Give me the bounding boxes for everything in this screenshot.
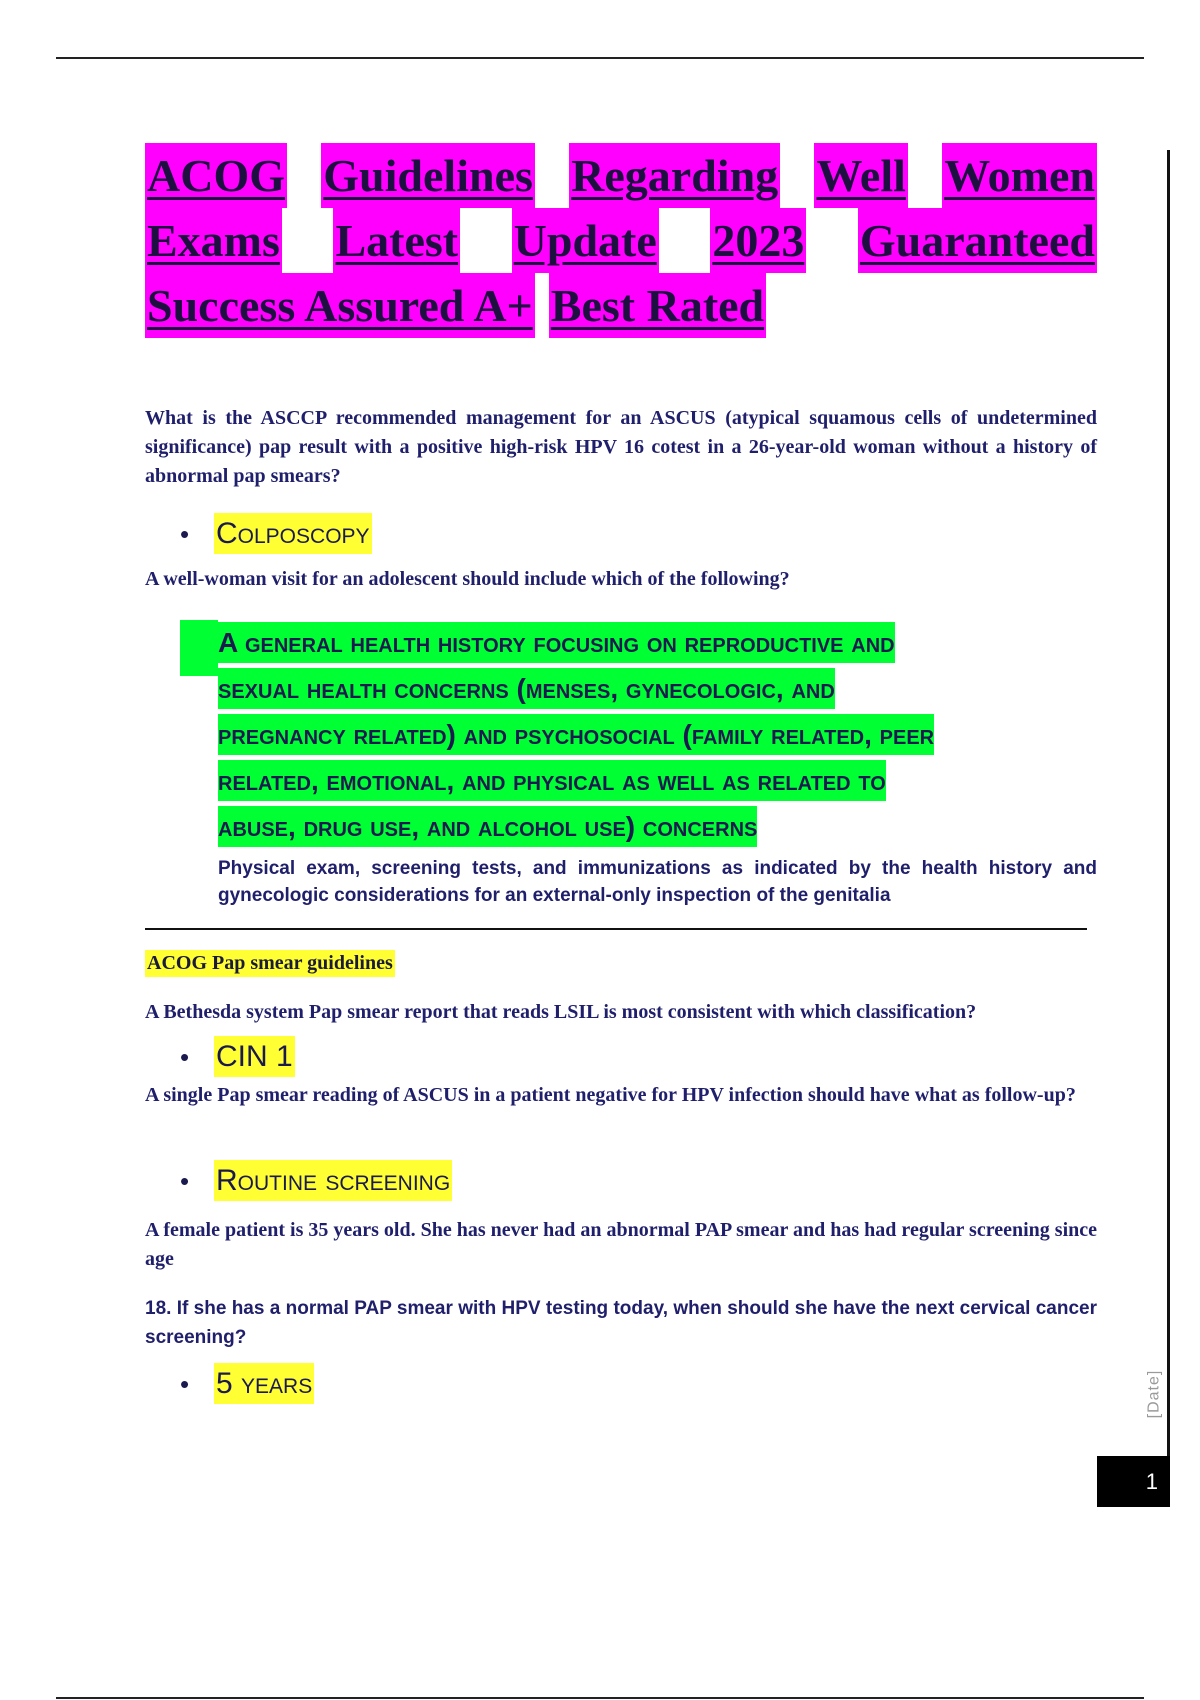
question-3: A Bethesda system Pap smear report that reads LSIL is most consistent with which classification? xyxy=(145,1001,977,1023)
question-6: 18. If she has a normal PAP smear with HPV testing today, when should she have the next cervical cancer screening? xyxy=(145,1298,1097,1348)
bullet-icon: • xyxy=(180,1369,190,1399)
title-word: Women xyxy=(942,143,1097,208)
title-word: Regarding xyxy=(569,143,780,208)
section-divider xyxy=(145,928,1087,930)
margin-rule xyxy=(1167,150,1170,1457)
answer-2-note: Physical exam, screening tests, and immunizations as indicated by the health history and gynecologic considerations for an external-only inspection of the genitalia xyxy=(218,858,1097,906)
bullet-icon: • xyxy=(180,1166,190,1196)
title-line-2 xyxy=(145,208,1097,273)
answer-2-line: abuse, drug use, and alcohol use) concerns xyxy=(180,804,1090,850)
answer-2-line: sexual health concerns (menses, gynecologic, and xyxy=(180,666,1090,712)
answer-3-text: CIN 1 xyxy=(214,1036,295,1077)
title-word: Exams xyxy=(145,208,282,273)
bottom-rule xyxy=(56,1697,1144,1699)
bullet-icon: • xyxy=(180,1042,190,1072)
top-rule xyxy=(56,57,1144,59)
document-title xyxy=(145,143,1097,338)
answer-6-text: 5 years xyxy=(214,1363,314,1404)
section-heading: ACOG Pap smear guidelines xyxy=(145,950,395,977)
title-word: Guidelines xyxy=(321,143,535,208)
title-word: ACOG xyxy=(145,143,287,208)
date-label: [Date] xyxy=(1145,1369,1163,1419)
answer-4-text: Routine screening xyxy=(214,1160,452,1201)
question-4: A single Pap smear reading of ASCUS in a patient negative for HPV infection should have what as follow-up? xyxy=(145,1084,1076,1106)
answer-2 xyxy=(180,620,1090,850)
question-5: A female patient is 35 years old. She has never had an abnormal PAP smear and has had regular screening since age xyxy=(145,1219,1097,1270)
title-word: Guaranteed xyxy=(858,208,1097,273)
answer-6 xyxy=(180,1367,314,1401)
bullet-icon: • xyxy=(180,519,190,549)
page-number: 1 xyxy=(1097,1456,1170,1507)
title-word: Success Assured A+ xyxy=(145,273,535,338)
title-line-3 xyxy=(145,273,1097,338)
title-word: 2023 xyxy=(710,208,806,273)
answer-2-line: pregnancy related) and psychosocial (family related, peer xyxy=(180,712,1090,758)
answer-2-line: A general health history focusing on reproductive and xyxy=(180,620,1090,666)
answer-3 xyxy=(180,1040,295,1074)
answer-1 xyxy=(180,517,372,551)
title-word: Update xyxy=(512,208,659,273)
question-2: A well-woman visit for an adolescent should include which of the following? xyxy=(145,568,790,590)
answer-1-text: Colposcopy xyxy=(214,513,372,554)
title-word: Well xyxy=(814,143,907,208)
title-line-1 xyxy=(145,143,1097,208)
title-word: Best Rated xyxy=(549,273,766,338)
question-1: What is the ASCCP recommended management for an ASCUS (atypical squamous cells of undetermined significance) pap result with a positive high-risk HPV 16 cotest in a 26-year-old woman without a history of abnormal pap smears? xyxy=(145,407,1097,487)
answer-2-line: related, emotional, and physical as well as related to xyxy=(180,758,1090,804)
answer-4 xyxy=(180,1164,452,1198)
title-word: Latest xyxy=(333,208,460,273)
